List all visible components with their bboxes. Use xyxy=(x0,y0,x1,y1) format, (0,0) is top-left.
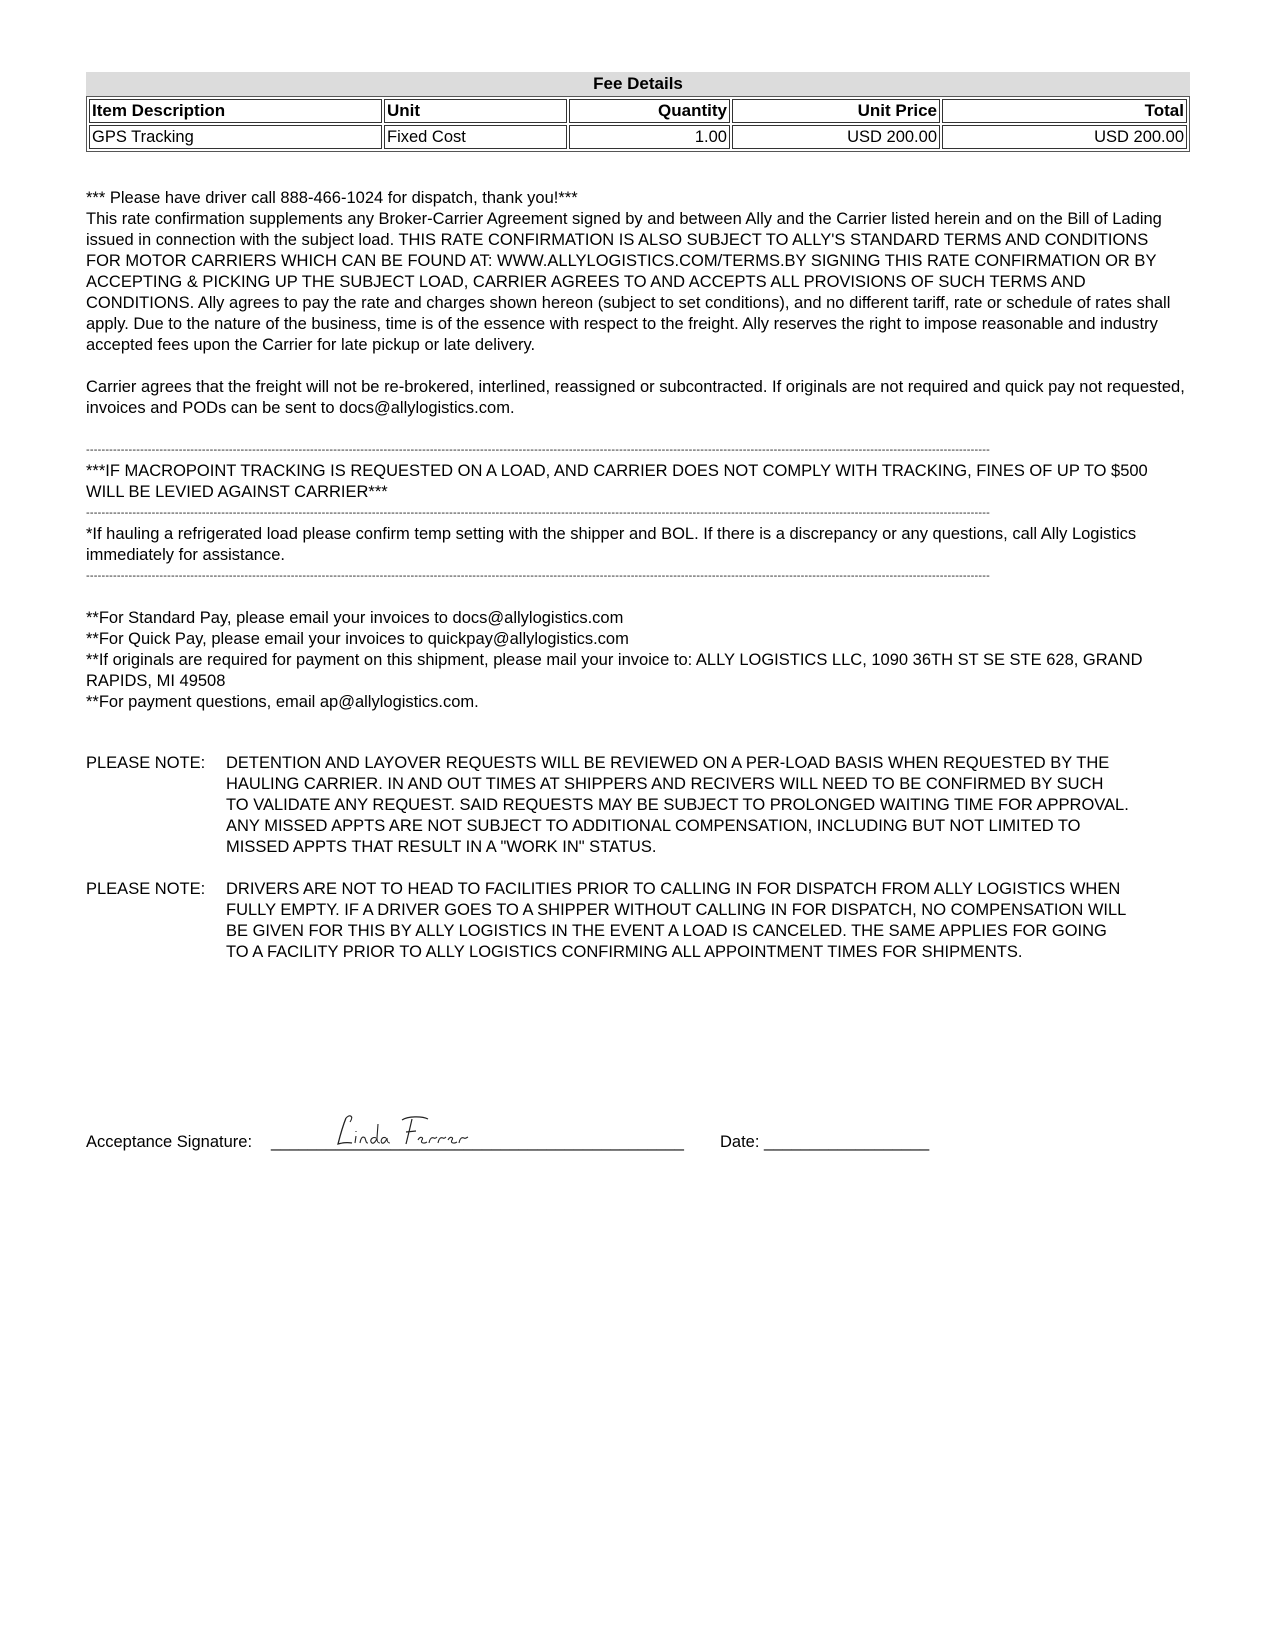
acceptance-signature-label: Acceptance Signature: xyxy=(86,1133,253,1151)
note-label: PLEASE NOTE: xyxy=(86,754,206,772)
fee-details-title: Fee Details xyxy=(86,72,1190,96)
header-unit: Unit xyxy=(384,99,567,123)
payment-line: **For payment questions, email ap@allylogistics.com. xyxy=(86,693,479,711)
terms-paragraph: This rate confirmation supplements any Broker-Carrier Agreement signed by and between Ally and the Carrier listed herein and on the Bill of Lading issued in connection with the subject load. THIS RATE CONFIRMATION IS ALSO SUBJECT TO ALLY'S STANDARD TERMS AND CONDITIONS FOR MOTOR CARRIERS WHICH CAN BE FOUND AT: WWW.ALLYLOGISTICS.COM/TERMS.BY SIGNING THIS RATE CONFIRMATION OR BY ACCEPTING & PICKING UP THE SUBJECT LOAD, CARRIER AGREES TO AND ACCEPTS ALL PROVISIONS OF SUCH TERMS AND CONDITIONS. Ally agrees to pay the rate and charges shown hereon (subject to set conditions), and no different tariff, rate or schedule of rates shall apply. Due to the nature of the business, time is of the essence with respect to the freight. Ally reserves the right to impose reasonable and industry accepted fees upon the Carrier for late pickup or late delivery. xyxy=(86,210,1171,354)
macropoint-notice: ***IF MACROPOINT TRACKING IS REQUESTED ON A LOAD, AND CARRIER DOES NOT COMPLY WITH TRACKING, FINES OF UP TO $500 WILL BE LEVIED AGAINST CARRIER*** xyxy=(86,462,1148,501)
please-note-dispatch xyxy=(86,879,1190,963)
payment-line: **For Standard Pay, please email your invoices to docs@allylogistics.com xyxy=(86,609,624,627)
cell-unit: Fixed Cost xyxy=(384,125,567,149)
header-item-description: Item Description xyxy=(89,99,382,123)
date-label: Date: __________________ xyxy=(720,1133,930,1151)
cell-item-description: GPS Tracking xyxy=(89,125,382,149)
payment-line: **For Quick Pay, please email your invoices to quickpay@allylogistics.com xyxy=(86,630,629,648)
dispatch-note: *** Please have driver call 888-466-1024 for dispatch, thank you!*** xyxy=(86,189,578,207)
cell-quantity: 1.00 xyxy=(569,125,730,149)
note-text: DRIVERS ARE NOT TO HEAD TO FACILITIES PRIOR TO CALLING IN FOR DISPATCH FROM ALLY LOGISTICS WHEN FULLY EMPTY. IF A DRIVER GOES TO A SHIPPER WITHOUT CALLING IN FOR DISPATCH, NO COMPENSATION WILL BE GIVEN FOR THIS BY ALLY LOGISTICS IN THE EVENT A LOAD IS CANCELED. THE SAME APPLIES FOR GOING TO A FACILITY PRIOR TO ALLY LOGISTICS CONFIRMING ALL APPOINTMENT TIMES FOR SHIPMENTS. xyxy=(226,880,1126,961)
table-row xyxy=(89,125,1187,149)
handwritten-signature xyxy=(332,1110,472,1152)
header-total: Total xyxy=(942,99,1187,123)
payment-line: **If originals are required for payment on this shipment, please mail your invoice to: ALLY LOGISTICS LLC, 1090 36TH ST SE STE 628, GRAND RAPIDS, MI 49508 xyxy=(86,651,1143,690)
signature-row xyxy=(86,1116,1190,1156)
divider: ------------------------------------------------------------------------------------------------------------------------------------------------------------------------------------------------------------------------------------------ xyxy=(86,571,990,581)
rebroker-paragraph: Carrier agrees that the freight will not be re-brokered, interlined, reassigned or subcontracted. If originals are not required and quick pay not requested, invoices and PODs can be sent to docs@allylogistics.com. xyxy=(86,378,1185,417)
fee-table-header-row xyxy=(89,99,1187,123)
divider: ------------------------------------------------------------------------------------------------------------------------------------------------------------------------------------------------------------------------------------------ xyxy=(86,508,990,518)
header-quantity: Quantity xyxy=(569,99,730,123)
note-text: DETENTION AND LAYOVER REQUESTS WILL BE REVIEWED ON A PER-LOAD BASIS WHEN REQUESTED BY THE HAULING CARRIER. IN AND OUT TIMES AT SHIPPERS AND RECIVERS WILL NEED TO BE CONFIRMED BY SUCH TO VALIDATE ANY REQUEST. SAID REQUESTS MAY BE SUBJECT TO PROLONGED WAITING TIME FOR APPROVAL. ANY MISSED APPTS ARE NOT SUBJECT TO ADDITIONAL COMPENSATION, INCLUDING BUT NOT LIMITED TO MISSED APPTS THAT RESULT IN A "WORK IN" STATUS. xyxy=(226,754,1129,856)
cell-unit-price: USD 200.00 xyxy=(732,125,940,149)
header-unit-price: Unit Price xyxy=(732,99,940,123)
cell-total: USD 200.00 xyxy=(942,125,1187,149)
document-page xyxy=(86,72,1190,963)
reefer-notice: *If hauling a refrigerated load please confirm temp setting with the shipper and BOL. If there is a discrepancy or any questions, call Ally Logistics immediately for assistance. xyxy=(86,525,1137,564)
signature-line: _____________________________________________ xyxy=(271,1133,684,1151)
please-note-detention xyxy=(86,753,1190,858)
note-label: PLEASE NOTE: xyxy=(86,880,206,898)
fee-table xyxy=(86,96,1190,152)
divider: ------------------------------------------------------------------------------------------------------------------------------------------------------------------------------------------------------------------------------------------ xyxy=(86,445,990,455)
